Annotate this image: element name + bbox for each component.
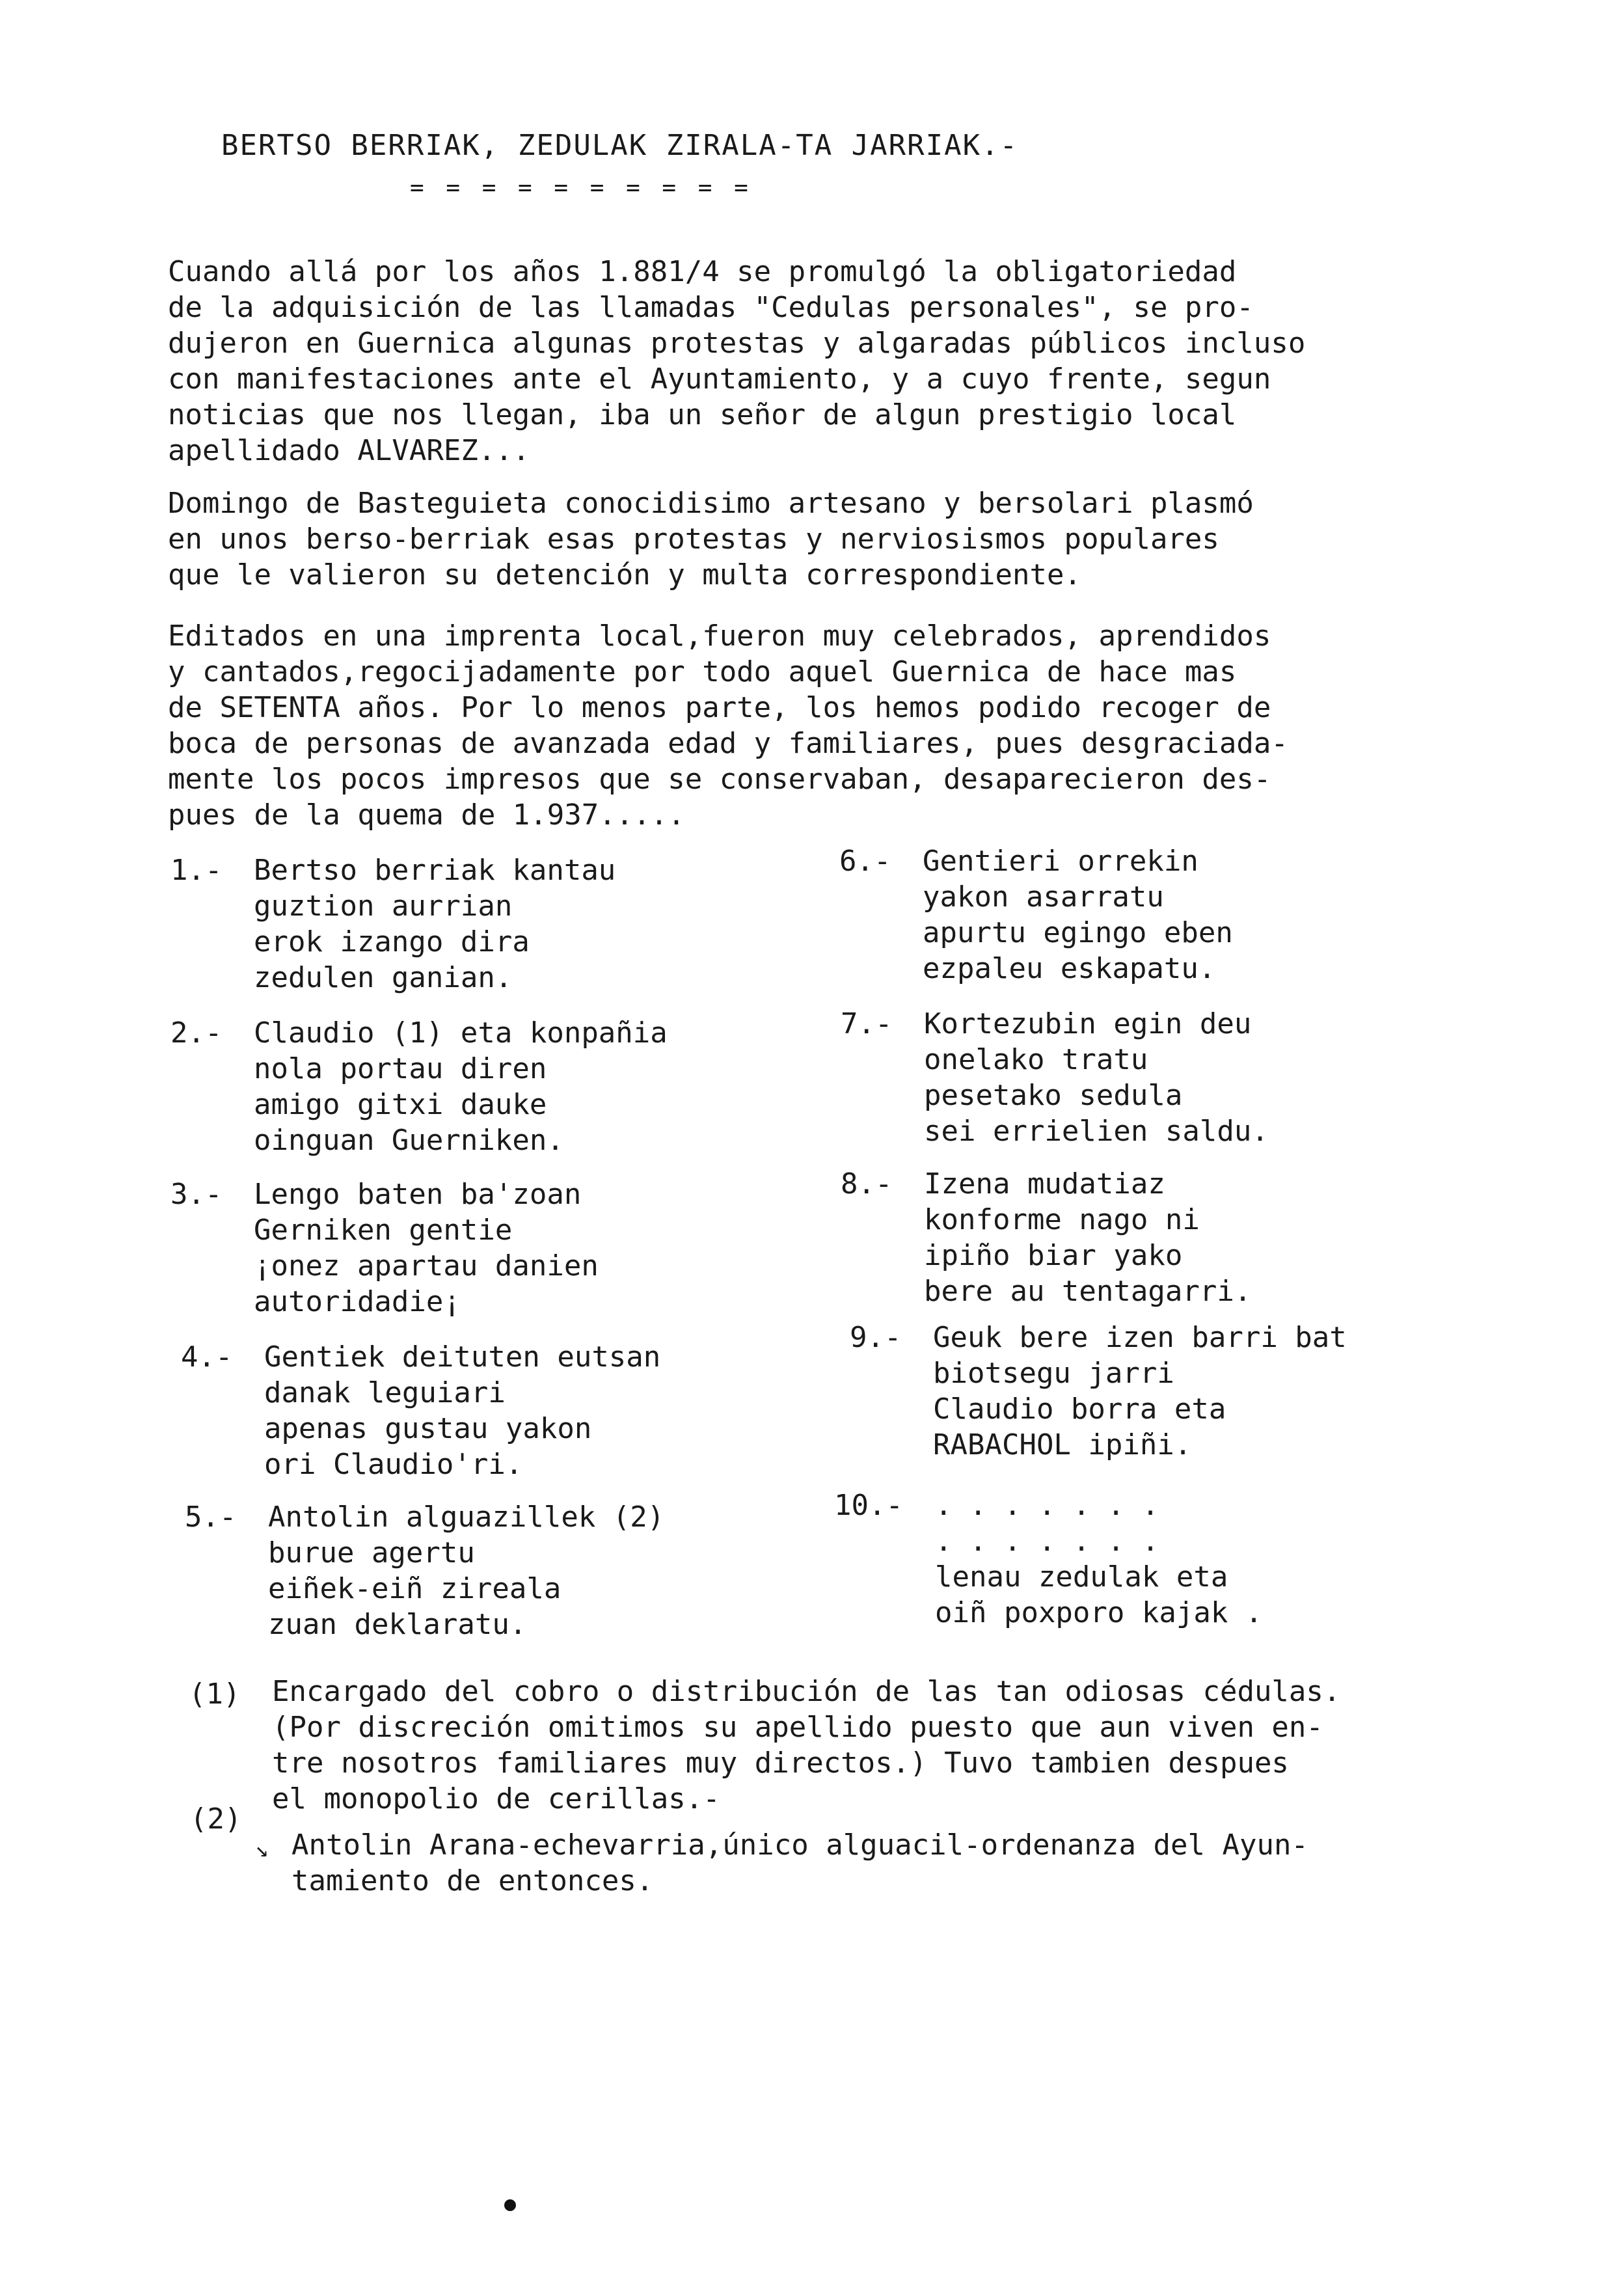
intro-paragraph-3 bbox=[168, 618, 1508, 833]
paragraph-line: apellidado ALVAREZ... bbox=[168, 434, 530, 467]
verse-line: Gentieri orrekin bbox=[923, 845, 1198, 878]
verse-line: Claudio borra eta bbox=[933, 1392, 1226, 1426]
verse-line: bere au tentagarri. bbox=[924, 1275, 1252, 1308]
verse-number: 10.- bbox=[834, 1489, 903, 1522]
verse-line: apenas gustau yakon bbox=[264, 1412, 592, 1445]
footnote-marker-1: (1) bbox=[189, 1678, 241, 1711]
verse-line: konforme nago ni bbox=[924, 1203, 1200, 1236]
paragraph-line: Domingo de Basteguieta conocidisimo artesano y bersolari plasmó bbox=[168, 487, 1254, 520]
check-mark-icon: ↘ bbox=[255, 1836, 269, 1862]
verse-line: sei errielien saldu. bbox=[924, 1115, 1269, 1148]
footnote-line: tre nosotros familiares muy directos.) Tuvo tambien despues bbox=[272, 1746, 1289, 1780]
verse-line: RABACHOL ipiñi. bbox=[933, 1428, 1192, 1461]
verse-number: 9.- bbox=[850, 1321, 902, 1354]
verse-number: 7.- bbox=[841, 1007, 893, 1040]
footnote-marker-2: (2) bbox=[190, 1802, 242, 1836]
verse-line: nola portau diren bbox=[254, 1052, 547, 1085]
verse-line: zedulen ganian. bbox=[254, 961, 513, 994]
verse-line: ori Claudio'ri. bbox=[264, 1448, 523, 1481]
verse-line: ¡onez apartau danien bbox=[254, 1249, 599, 1283]
paragraph-line: con manifestaciones ante el Ayuntamiento, y a cuyo frente, segun bbox=[168, 362, 1271, 396]
paragraph-line: mente los pocos impresos que se conservaban, desaparecieron des- bbox=[168, 763, 1271, 796]
paragraph-line: dujeron en Guernica algunas protestas y algaradas públicos incluso bbox=[168, 327, 1306, 360]
verse-line: Bertso berriak kantau bbox=[254, 854, 616, 887]
verse-line: pesetako sedula bbox=[924, 1079, 1183, 1112]
verse-line: apurtu egingo eben bbox=[923, 916, 1233, 949]
verse-line: burue agertu bbox=[268, 1536, 475, 1569]
verse-line: . . . . . . . bbox=[935, 1489, 1159, 1522]
verse-line: Lengo baten ba'zoan bbox=[254, 1178, 582, 1211]
verse-line: Geuk bere izen barri bat bbox=[933, 1321, 1347, 1354]
verse-line: danak leguiari bbox=[264, 1376, 506, 1409]
intro-paragraph-1 bbox=[168, 254, 1508, 469]
footnote-line: Antolin Arana-echevarria,único alguacil-ordenanza del Ayun- bbox=[291, 1828, 1308, 1862]
verse-line: guztion aurrian bbox=[254, 890, 513, 923]
verse-number: 5.- bbox=[185, 1501, 237, 1534]
footnote-line: el monopolio de cerillas.- bbox=[272, 1782, 720, 1815]
footnote-2 bbox=[291, 1827, 1308, 1899]
verse-number: 8.- bbox=[841, 1167, 893, 1201]
verse-line: biotsegu jarri bbox=[933, 1357, 1174, 1390]
verse-line: Kortezubin egin deu bbox=[924, 1007, 1252, 1040]
verse-line: . . . . . . . bbox=[935, 1525, 1159, 1558]
paragraph-line: y cantados,regocijadamente por todo aquel Guernica de hace mas bbox=[168, 655, 1237, 688]
verse-line: autoridadie¡ bbox=[254, 1285, 461, 1318]
paragraph-line: de la adquisición de las llamadas "Cedulas personales", se pro- bbox=[168, 291, 1254, 324]
verse-line: oinguan Guerniken. bbox=[254, 1124, 564, 1157]
verse-line: eiñek-eiñ zireala bbox=[268, 1572, 562, 1605]
verse-line: yakon asarratu bbox=[923, 880, 1164, 914]
verse-number: 4.- bbox=[181, 1340, 233, 1374]
paragraph-line: que le valieron su detención y multa correspondiente. bbox=[168, 558, 1081, 591]
verse-line: erok izango dira bbox=[254, 925, 530, 958]
verse-line: ipiño biar yako bbox=[924, 1239, 1183, 1272]
verse-line: ezpaleu eskapatu. bbox=[923, 952, 1216, 985]
verse-line: Gentiek deituten eutsan bbox=[264, 1340, 661, 1374]
footnote-line: tamiento de entonces. bbox=[291, 1864, 654, 1897]
paragraph-line: de SETENTA años. Por lo menos parte, los hemos podido recoger de bbox=[168, 691, 1271, 724]
verse-line: Claudio (1) eta konpañia bbox=[254, 1016, 668, 1050]
verse-number: 1.- bbox=[170, 854, 223, 887]
verse-line: oiñ poxporo kajak . bbox=[935, 1596, 1263, 1629]
title-underline: = = = = = = = = = = bbox=[410, 174, 752, 201]
paragraph-line: Cuando allá por los años 1.881/4 se promulgó la obligatoriedad bbox=[168, 255, 1237, 288]
footnote-line: Encargado del cobro o distribución de las tan odiosas cédulas. bbox=[272, 1675, 1341, 1708]
intro-paragraph-2 bbox=[168, 485, 1508, 593]
verse-line: Izena mudatiaz bbox=[924, 1167, 1165, 1201]
paragraph-line: pues de la quema de 1.937..... bbox=[168, 798, 685, 832]
paragraph-line: noticias que nos llegan, iba un señor de algun prestigio local bbox=[168, 398, 1237, 431]
ink-dot bbox=[504, 2199, 516, 2211]
verse-line: Antolin alguazillek (2) bbox=[268, 1501, 665, 1534]
verse-line: lenau zedulak eta bbox=[935, 1560, 1228, 1594]
verse-number: 2.- bbox=[170, 1016, 223, 1050]
verse-line: amigo gitxi dauke bbox=[254, 1088, 547, 1121]
paragraph-line: en unos berso-berriak esas protestas y nerviosismos populares bbox=[168, 523, 1219, 556]
footnote-line: (Por discreción omitimos su apellido puesto que aun viven en- bbox=[272, 1711, 1323, 1744]
document-title: BERTSO BERRIAK, ZEDULAK ZIRALA-TA JARRIAK.- bbox=[221, 129, 1019, 162]
verse-line: Gerniken gentie bbox=[254, 1214, 513, 1247]
verse-line: onelako tratu bbox=[924, 1043, 1148, 1076]
paragraph-line: boca de personas de avanzada edad y familiares, pues desgraciada- bbox=[168, 727, 1288, 760]
verse-line: zuan deklaratu. bbox=[268, 1608, 527, 1641]
verse-number: 6.- bbox=[839, 845, 891, 878]
verse-number: 3.- bbox=[170, 1178, 223, 1211]
paragraph-line: Editados en una imprenta local,fueron muy celebrados, aprendidos bbox=[168, 619, 1271, 653]
footnote-1 bbox=[272, 1674, 1340, 1817]
